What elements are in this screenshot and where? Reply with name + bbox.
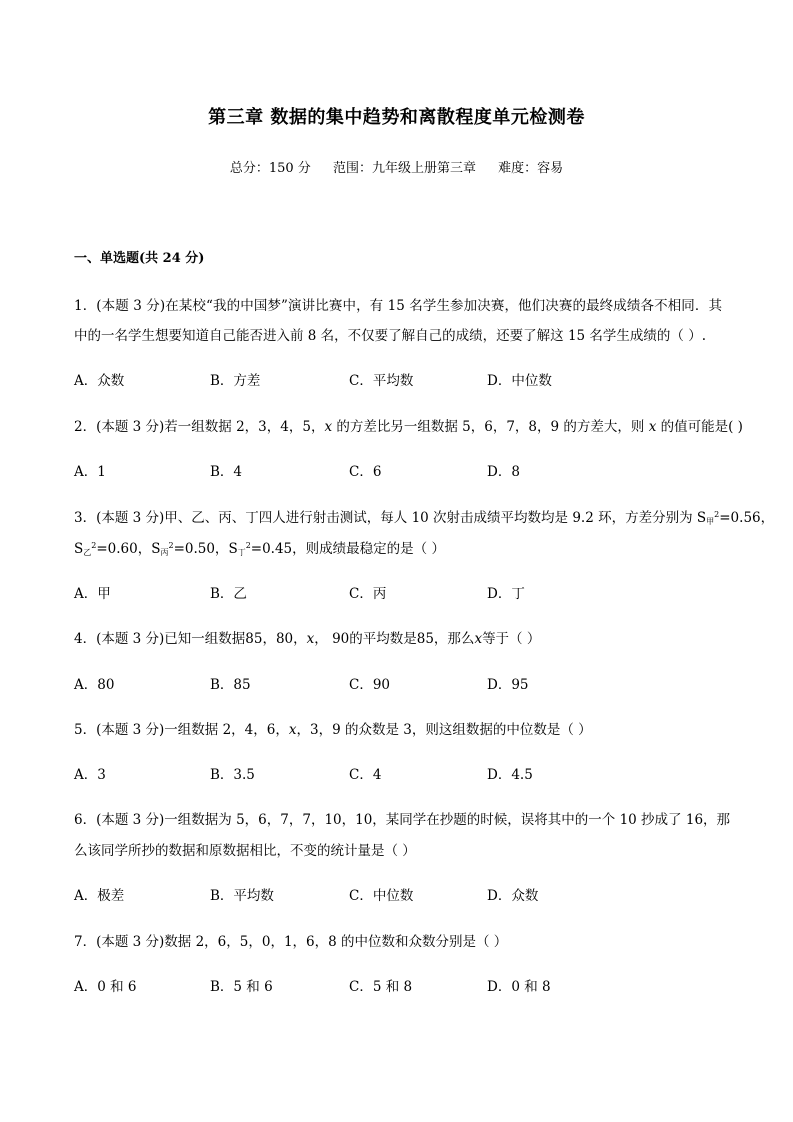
option-a[interactable]: A．1 (74, 464, 106, 480)
variance-jia: =0.56， (719, 510, 775, 526)
question-6-line-1: 6．(本题 3 分)一组数据为 5，6，7，7，10，10，某同学在抄题的时候，误将其中的一个 10 抄成了 16，那 (74, 812, 731, 828)
variance-yi: =0.60， (96, 541, 152, 557)
option-d[interactable]: D．4.5 (487, 767, 533, 783)
question-2-text-a: 2．(本题 3 分)若一组数据 2，3，4，5， (74, 419, 325, 435)
question-4-text-a: 4．(本题 3 分)已知一组数据85，80， (74, 631, 307, 647)
question-5 (74, 718, 722, 738)
subscript-bing: 丙 (160, 548, 169, 557)
option-c[interactable]: C．平均数 (349, 373, 414, 389)
superscript-2: 2 (714, 510, 720, 519)
option-c[interactable]: C．5 和 8 (349, 979, 413, 995)
question-3-line-2 (74, 537, 722, 558)
exam-meta (0, 157, 793, 176)
option-a[interactable]: A．极差 (74, 888, 125, 904)
option-b[interactable]: B．方差 (210, 373, 261, 389)
variable-x: x (648, 419, 657, 435)
subscript-jia: 甲 (706, 517, 715, 526)
question-5-text-a: 5．(本题 3 分)一组数据 2，4，6， (74, 722, 289, 738)
option-b[interactable]: B．3.5 (210, 767, 255, 783)
option-b[interactable]: B．5 和 6 (210, 979, 273, 995)
option-a[interactable]: A．80 (74, 677, 115, 693)
variable-x: x (288, 722, 297, 738)
s-symbol: S (74, 541, 84, 557)
question-4 (74, 627, 722, 647)
option-d[interactable]: D．0 和 8 (487, 979, 551, 995)
total-score: 总分：150 分 (229, 161, 311, 176)
option-b[interactable]: B．4 (210, 464, 243, 480)
section-heading: 一、单选题(共 24 分) (74, 251, 205, 266)
page-title: 第三章 数据的集中趋势和离散程度单元检测卷 (208, 107, 585, 128)
question-2-text-c: 的值可能是( ) (656, 419, 743, 435)
option-b[interactable]: B．平均数 (210, 888, 274, 904)
option-c[interactable]: C．4 (349, 767, 382, 783)
question-3-line-1 (74, 506, 775, 527)
option-c[interactable]: C．90 (349, 677, 391, 693)
question-2-text-b: 的方差比另一组数据 5，6，7，8，9 的方差大，则 (332, 419, 649, 435)
option-d[interactable]: D．95 (487, 677, 529, 693)
option-a[interactable]: A．众数 (74, 373, 125, 389)
difficulty: 难度：容易 (498, 161, 564, 176)
option-d[interactable]: D．8 (487, 464, 520, 480)
question-1-line-2: 中的一名学生想要知道自己能否进入前 8 名，不仅要了解自己的成绩，还要了解这 15 名学生成绩的（ ）. (74, 328, 707, 344)
subscript-ding: 丁 (237, 548, 246, 557)
question-4-text-c: 等于（ ） (482, 631, 541, 647)
superscript-2: 2 (168, 541, 174, 550)
option-b[interactable]: B．85 (210, 677, 251, 693)
option-c[interactable]: C．丙 (349, 586, 387, 602)
option-a[interactable]: A．0 和 6 (74, 979, 137, 995)
s-symbol: S (151, 541, 161, 557)
option-d[interactable]: D．中位数 (487, 373, 552, 389)
s-symbol: S (228, 541, 238, 557)
variance-bing: =0.50， (173, 541, 229, 557)
question-2 (74, 415, 743, 435)
question-5-text-b: ，3，9 的众数是 3，则这组数据的中位数是（ ） (296, 722, 592, 738)
variable-x: x (324, 419, 333, 435)
option-a[interactable]: A．甲 (74, 586, 111, 602)
option-d[interactable]: D．众数 (487, 888, 539, 904)
variable-x: x (474, 631, 483, 647)
subscript-yi: 乙 (83, 548, 92, 557)
option-b[interactable]: B．乙 (210, 586, 247, 602)
variance-ding: =0.45，则成绩最稳定的是（ ） (250, 541, 445, 557)
question-6-line-2: 么该同学所抄的数据和原数据相比，不变的统计量是（ ） (74, 843, 416, 859)
option-d[interactable]: D．丁 (487, 586, 525, 602)
option-a[interactable]: A．3 (74, 767, 106, 783)
question-7: 7．(本题 3 分)数据 2，6，5，0，1，6，8 的中位数和众数分别是（ ） (74, 934, 508, 950)
question-4-text-b: ， 90的平均数是85，那么 (314, 631, 475, 647)
scope: 范围：九年级上册第三章 (332, 161, 476, 176)
option-c[interactable]: C．中位数 (349, 888, 414, 904)
option-c[interactable]: C．6 (349, 464, 382, 480)
variable-x: x (306, 631, 315, 647)
superscript-2: 2 (245, 541, 251, 550)
question-3-text-a: 3．(本题 3 分)甲、乙、丙、丁四人进行射击测试，每人 10 次射击成绩平均数均是 9.2 环，方差分别为 S (74, 510, 707, 526)
superscript-2: 2 (91, 541, 97, 550)
question-1-line-1: 1．(本题 3 分)在某校“我的中国梦”演讲比赛中，有 15 名学生参加决赛，他们决赛的最终成绩各不相同．其 (74, 298, 722, 314)
